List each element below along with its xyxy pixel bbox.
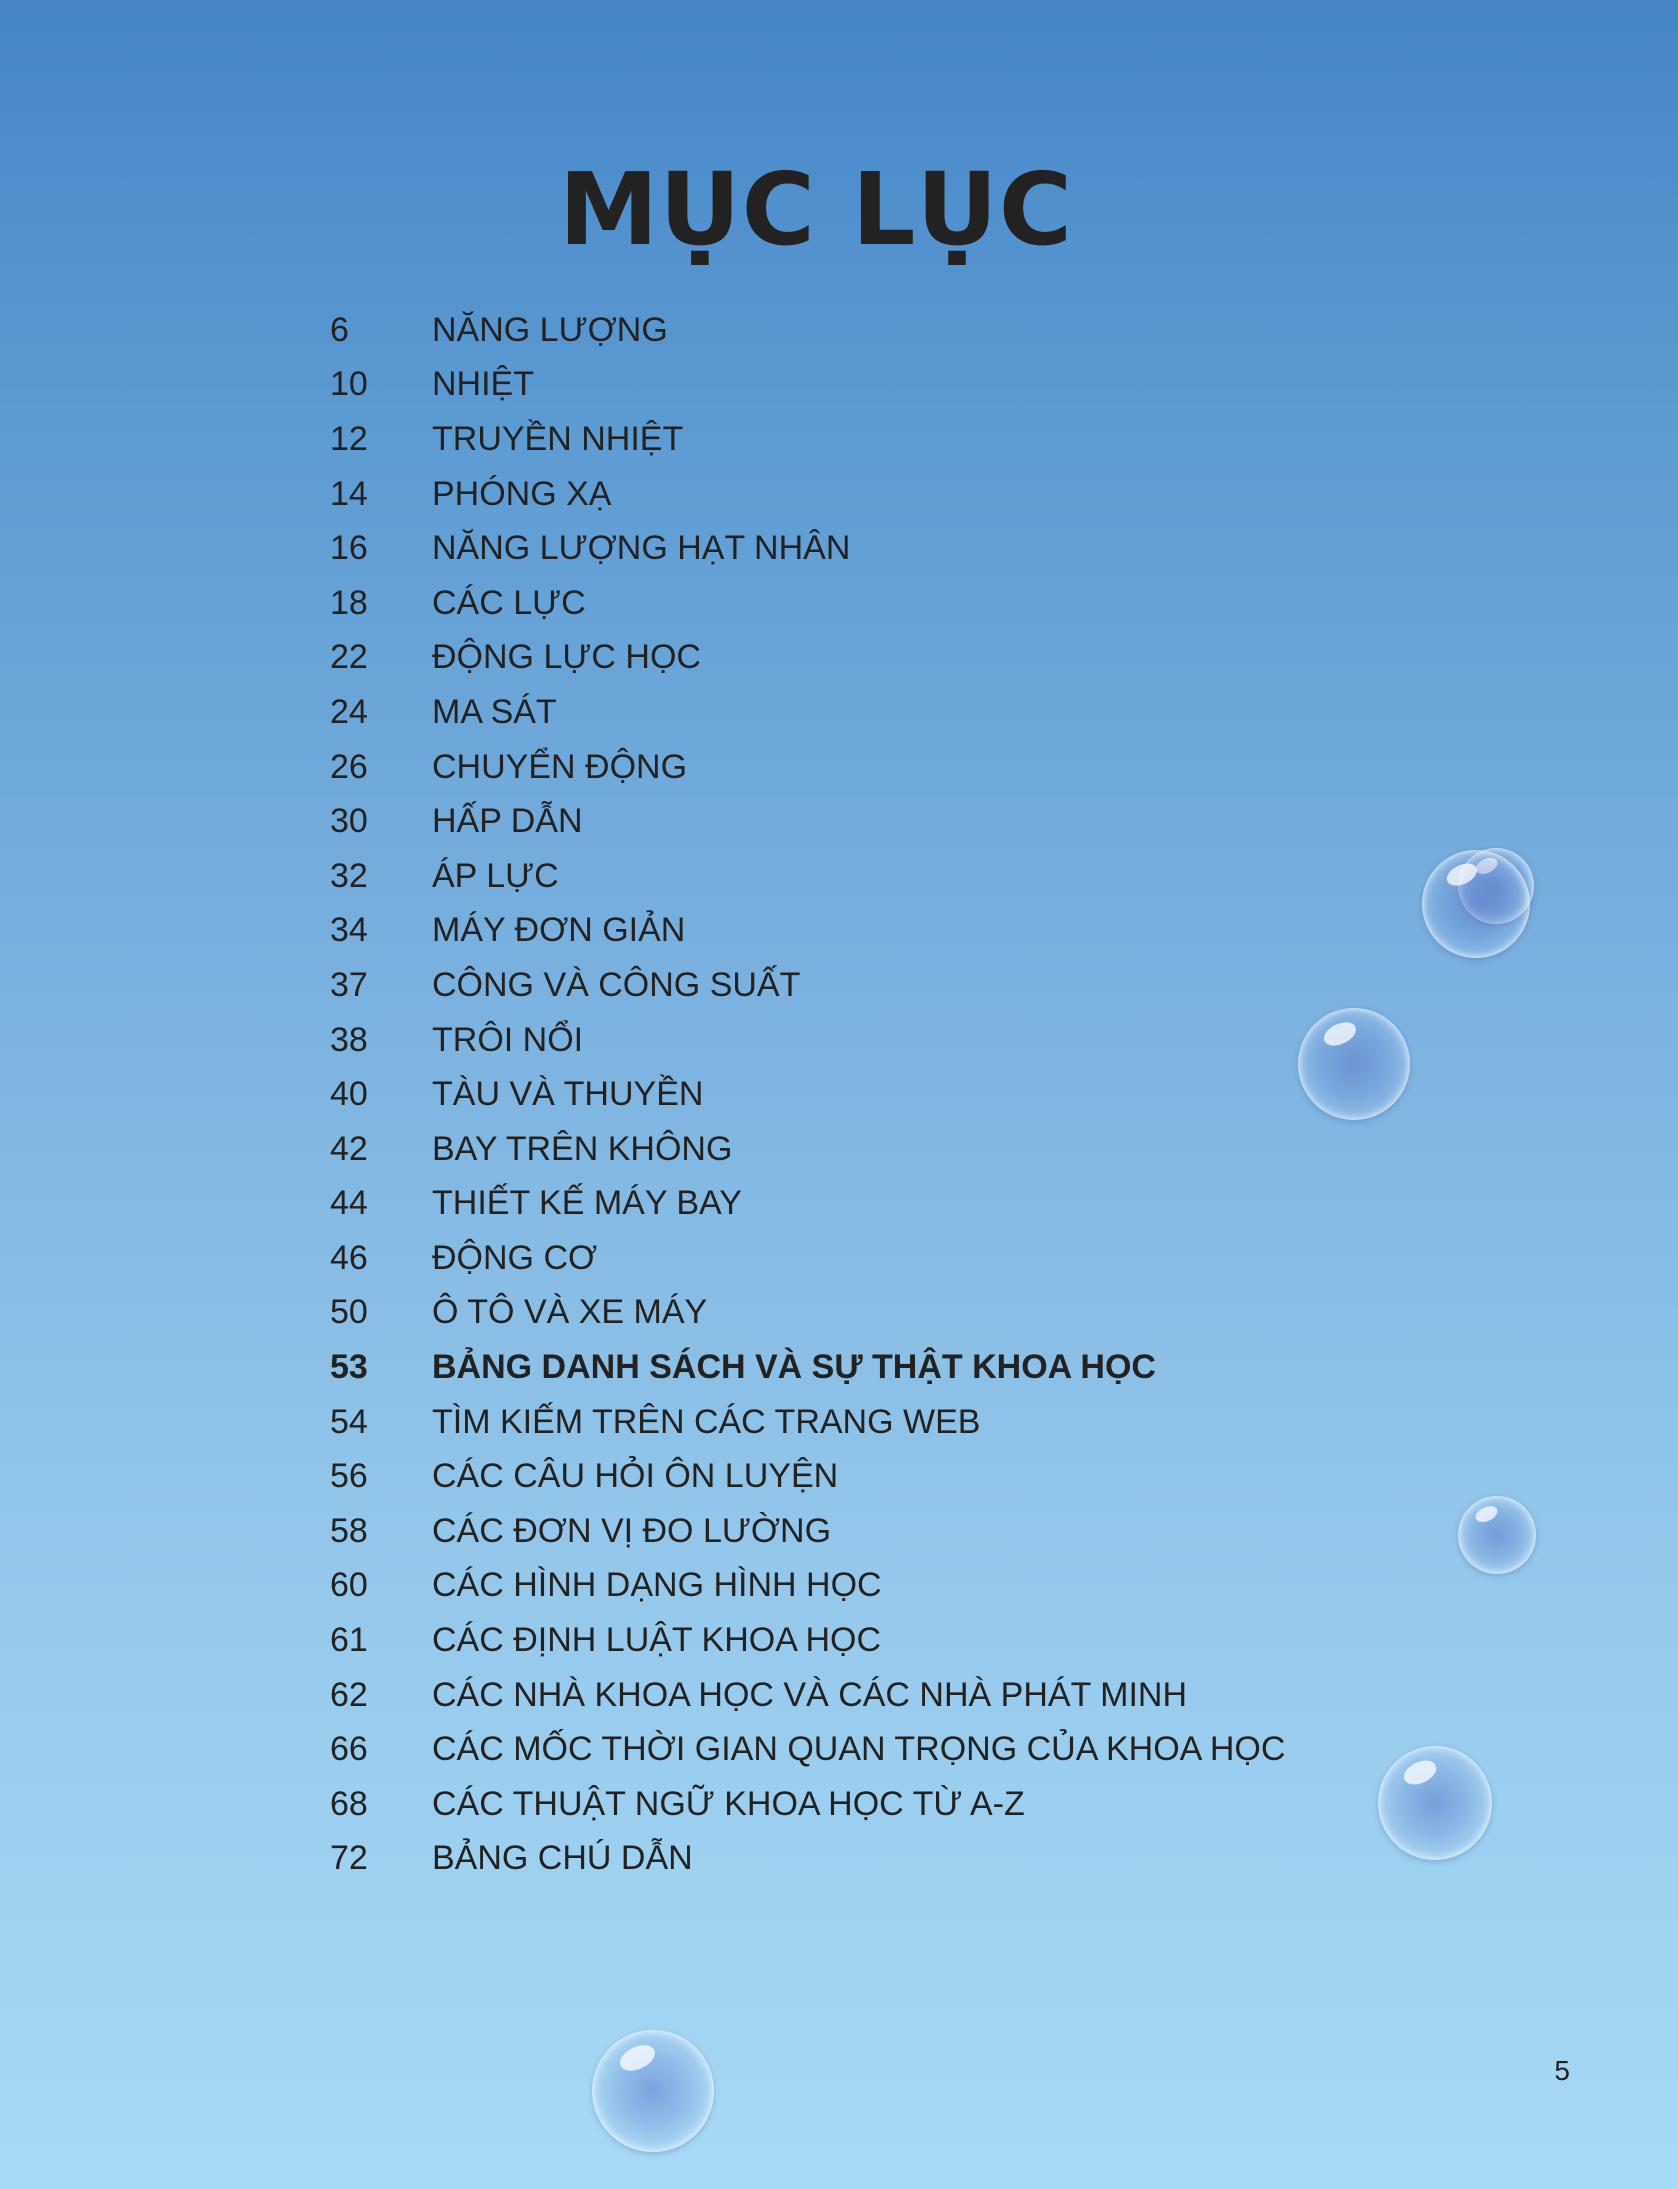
toc-page-number: 40 [330, 1075, 368, 1114]
toc-page-number: 53 [330, 1348, 368, 1387]
bubble-decoration [592, 2030, 714, 2152]
bubble-decoration [1378, 1746, 1492, 1860]
toc-label: CÁC LỰC [432, 583, 586, 622]
toc-label: CÁC HÌNH DẠNG HÌNH HỌC [432, 1566, 882, 1605]
toc-label: CÁC CÂU HỎI ÔN LUYỆN [432, 1457, 839, 1496]
toc-label: CÁC THUẬT NGỮ KHOA HỌC TỪ A-Z [432, 1784, 1025, 1823]
toc-page-number: 37 [330, 965, 368, 1004]
toc-entry [330, 794, 1330, 849]
toc-label: NHIỆT [432, 365, 534, 404]
toc-label: MA SÁT [432, 692, 557, 731]
toc-page-number: 34 [330, 911, 368, 950]
toc-label: HẤP DẪN [432, 802, 583, 841]
toc-label: TRÔI NỔI [432, 1020, 584, 1059]
toc-label: CÁC ĐỊNH LUẬT KHOA HỌC [432, 1621, 882, 1660]
toc-entry [330, 521, 1330, 576]
toc-label: BAY TRÊN KHÔNG [432, 1129, 733, 1168]
toc-label: THIẾT KẾ MÁY BAY [432, 1184, 742, 1223]
toc-label: TÌM KIẾM TRÊN CÁC TRANG WEB [432, 1402, 981, 1441]
toc-entry [330, 1613, 1330, 1668]
toc-label: CÁC ĐƠN VỊ ĐO LƯỜNG [432, 1511, 832, 1550]
toc-page-number: 61 [330, 1621, 368, 1660]
toc-page-number: 42 [330, 1129, 368, 1168]
toc-page-number: 12 [330, 419, 368, 458]
toc-page-number: 18 [330, 583, 368, 622]
toc-page-number: 60 [330, 1566, 368, 1605]
toc-entry [330, 1122, 1330, 1177]
toc-page-number: 26 [330, 747, 368, 786]
toc-page-number: 32 [330, 856, 368, 895]
toc-entry [330, 1559, 1330, 1614]
toc-label: CÁC MỐC THỜI GIAN QUAN TRỌNG CỦA KHOA HỌC [432, 1730, 1286, 1769]
toc-entry [330, 358, 1330, 413]
toc-page-number: 72 [330, 1839, 368, 1878]
toc-label: ĐỘNG LỰC HỌC [432, 638, 701, 677]
toc-entry [330, 1013, 1330, 1068]
toc-page-number: 66 [330, 1730, 368, 1769]
toc-page-number: 56 [330, 1457, 368, 1496]
page-title: MỤC LỤC [558, 151, 1074, 268]
bubble-decoration [1298, 1008, 1410, 1120]
toc-label: TRUYỀN NHIỆT [432, 419, 684, 458]
toc-page-number: 14 [330, 474, 368, 513]
toc-page-number: 54 [330, 1402, 368, 1441]
toc-label: CHUYỂN ĐỘNG [432, 747, 688, 786]
toc-entry-highlighted [330, 1340, 1330, 1395]
toc-page-number: 46 [330, 1238, 368, 1277]
toc-label: ĐỘNG CƠ [432, 1238, 598, 1277]
toc-entry [330, 1504, 1330, 1559]
toc-entry [330, 1777, 1330, 1832]
toc-entry [330, 1395, 1330, 1450]
toc-label: ÁP LỰC [432, 856, 559, 895]
toc-entry [330, 849, 1330, 904]
toc-entry [330, 467, 1330, 522]
toc-page-number: 38 [330, 1020, 368, 1059]
bubble-decoration [1458, 1496, 1536, 1574]
toc-label: NĂNG LƯỢNG HẠT NHÂN [432, 529, 851, 568]
toc-entry [330, 1832, 1330, 1887]
toc-page-number: 62 [330, 1675, 368, 1714]
toc-page-number: 22 [330, 638, 368, 677]
toc-page-number: 50 [330, 1293, 368, 1332]
toc-entry [330, 958, 1330, 1013]
toc-label: PHÓNG XẠ [432, 474, 612, 513]
toc-page-number: 68 [330, 1784, 368, 1823]
toc-entry [330, 685, 1330, 740]
page-number: 5 [1554, 2055, 1570, 2086]
toc-page-number: 6 [330, 310, 349, 349]
toc-page-number: 24 [330, 692, 368, 731]
table-of-contents [330, 303, 1330, 1886]
toc-label: BẢNG CHÚ DẪN [432, 1839, 693, 1878]
toc-entry [330, 1177, 1330, 1232]
toc-entry [330, 1722, 1330, 1777]
toc-page-number: 58 [330, 1511, 368, 1550]
toc-label: NĂNG LƯỢNG [432, 310, 668, 349]
toc-label: BẢNG DANH SÁCH VÀ SỰ THẬT KHOA HỌC [432, 1348, 1156, 1387]
toc-label: CÔNG VÀ CÔNG SUẤT [432, 965, 801, 1004]
toc-entry [330, 904, 1330, 959]
toc-label: CÁC NHÀ KHOA HỌC VÀ CÁC NHÀ PHÁT MINH [432, 1675, 1188, 1714]
toc-entry [330, 576, 1330, 631]
toc-label: Ô TÔ VÀ XE MÁY [432, 1293, 708, 1332]
toc-label: TÀU VÀ THUYỀN [432, 1075, 704, 1114]
toc-entry [330, 1286, 1330, 1341]
bubble-decoration [1422, 850, 1530, 958]
toc-entry [330, 631, 1330, 686]
toc-entry [330, 1067, 1330, 1122]
toc-page-number: 10 [330, 365, 368, 404]
toc-page-number: 44 [330, 1184, 368, 1223]
toc-entry [330, 1449, 1330, 1504]
toc-page-number: 30 [330, 802, 368, 841]
toc-label: MÁY ĐƠN GIẢN [432, 911, 686, 950]
toc-page-number: 16 [330, 529, 368, 568]
toc-entry [330, 740, 1330, 795]
toc-entry [330, 1231, 1330, 1286]
toc-entry [330, 1668, 1330, 1723]
toc-entry [330, 303, 1330, 358]
toc-entry [330, 412, 1330, 467]
